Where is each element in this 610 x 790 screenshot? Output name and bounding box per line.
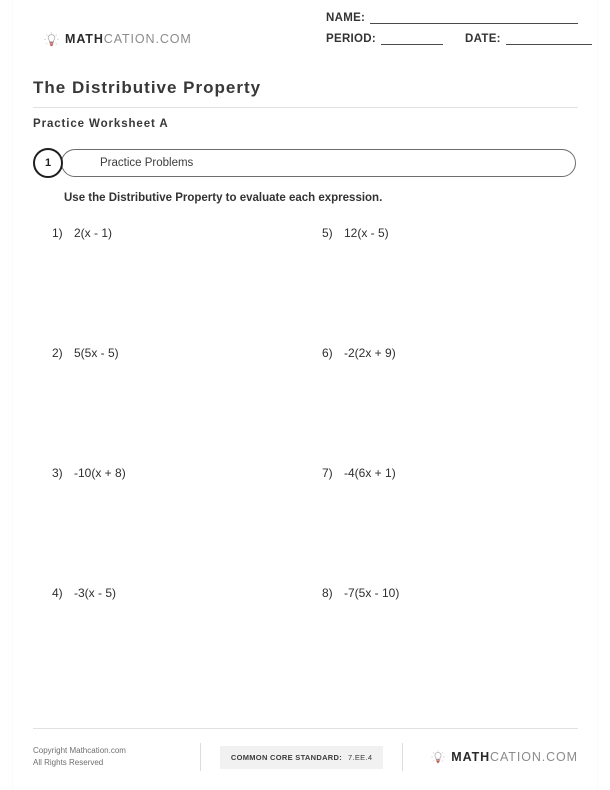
period-input-line[interactable] [381, 33, 443, 45]
problem-number: 5) [322, 226, 333, 240]
common-core-value: 7.EE.4 [348, 752, 373, 762]
problem-row [52, 466, 597, 586]
footer-brand-logo [431, 750, 578, 764]
problem-expression: 12(x - 5) [344, 226, 389, 240]
name-field-row [326, 12, 578, 24]
common-core-badge [220, 746, 383, 769]
problem-item[interactable] [322, 346, 592, 466]
problem-number: 3) [52, 466, 63, 480]
problem-expression: -7(5x - 10) [344, 586, 400, 600]
footer-divider [33, 728, 578, 729]
problem-number: 6) [322, 346, 333, 360]
page-title: The Distributive Property [33, 78, 262, 97]
problem-item[interactable] [322, 586, 592, 706]
date-label: DATE: [465, 33, 501, 45]
common-core-label: COMMON CORE STANDARD: [230, 752, 343, 762]
problem-expression: -3(x - 5) [74, 586, 116, 600]
problem-row [52, 346, 597, 466]
problem-item[interactable] [52, 226, 322, 346]
brand-name-light: CATION.COM [103, 32, 192, 47]
problem-item[interactable] [52, 346, 322, 466]
problem-item[interactable] [322, 226, 592, 346]
problem-number: 7) [322, 466, 333, 480]
page-header [33, 0, 578, 62]
date-input-line[interactable] [506, 33, 592, 45]
page-edge-right [597, 0, 598, 790]
problem-expression: 2(x - 1) [74, 226, 113, 240]
section-header [33, 149, 578, 179]
copyright-block [33, 745, 200, 768]
problem-number: 1) [52, 226, 63, 240]
footer-content [33, 742, 578, 772]
problem-number: 4) [52, 586, 63, 600]
problems-grid [52, 226, 597, 706]
name-label: NAME: [326, 12, 366, 24]
section-number-badge: 1 [33, 148, 63, 178]
footer-separator [200, 743, 201, 771]
section-pill [61, 149, 576, 177]
brand-logo [44, 32, 192, 47]
period-date-field-row [326, 33, 578, 45]
footer-separator-2 [402, 743, 403, 771]
copyright-line-2: All Rights Reserved [33, 758, 104, 767]
page-edge-left [12, 0, 13, 790]
worksheet-subtitle: Practice Worksheet A [33, 118, 169, 130]
footer-brand-light: CATION.COM [490, 749, 578, 764]
problem-item[interactable] [52, 466, 322, 586]
lightbulb-icon [431, 750, 445, 764]
problem-row [52, 226, 597, 346]
copyright-line-1: Copyright Mathcation.com [33, 746, 126, 756]
problem-expression: 5(5x - 5) [74, 346, 119, 360]
problem-expression: -4(6x + 1) [344, 466, 396, 480]
problem-item[interactable] [52, 586, 322, 706]
problem-expression: -2(2x + 9) [344, 346, 396, 360]
problem-number: 8) [322, 586, 333, 600]
title-divider [33, 107, 578, 108]
section-label: Practice Problems [100, 157, 194, 169]
period-label: PERIOD: [326, 33, 377, 45]
footer-brand-text [451, 751, 578, 764]
brand-text [65, 33, 192, 46]
page-footer [33, 728, 578, 772]
student-info-fields [326, 12, 578, 54]
name-input-line[interactable] [370, 12, 578, 24]
instructions-text: Use the Distributive Property to evaluate each expression. [64, 192, 383, 204]
lightbulb-icon [44, 32, 59, 47]
problem-item[interactable] [322, 466, 592, 586]
problem-row [52, 586, 597, 706]
page-content [33, 0, 578, 706]
problem-expression: -10(x + 8) [74, 466, 126, 480]
brand-name-bold: MATH [65, 32, 104, 47]
problem-number: 2) [52, 346, 63, 360]
footer-brand-bold: MATH [451, 749, 491, 764]
